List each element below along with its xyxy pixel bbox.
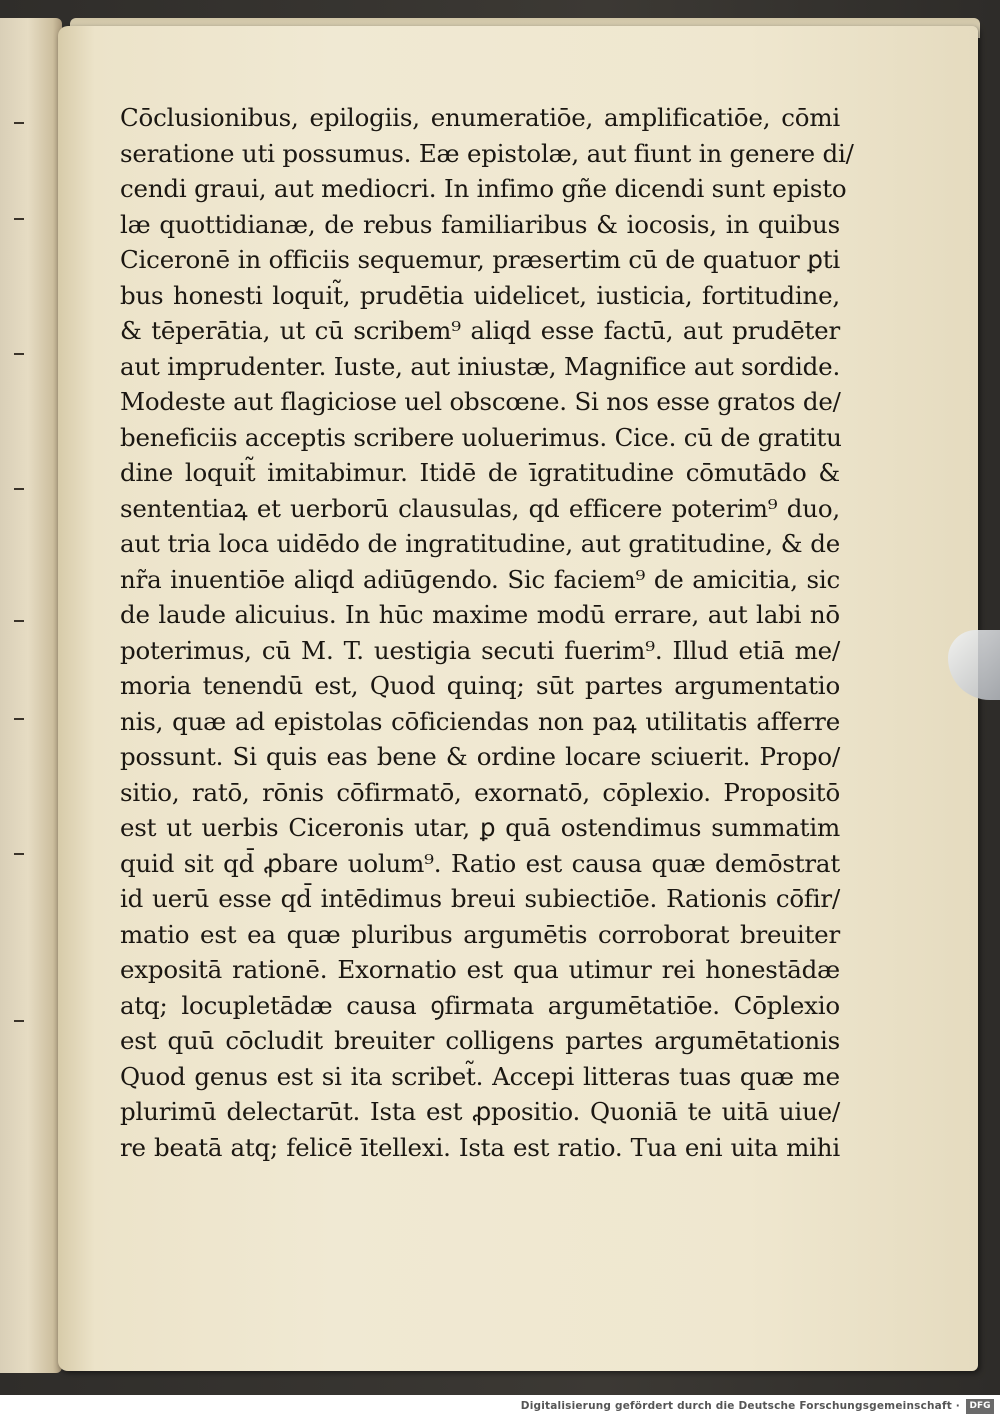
text-line: possunt. Si quis eas bene & ordine locare sciuerit. Propo/: [120, 742, 840, 771]
text-line: Ciceronē in officiis sequemur, præsertim cū de quatuor ꝑti: [120, 245, 840, 274]
edge-mark: [14, 853, 24, 855]
text-line: dine loquit̃ imitabimur. Itidē de īgratitudine cōmutādo &: [120, 458, 840, 487]
edge-mark: [14, 122, 24, 124]
funding-credit: Digitalisierung gefördert durch die Deutsche Forschungsgemeinschaft ·: [520, 1400, 960, 1412]
text-line: & tēperātia, ut cū scribem⁹ aliqd esse factū, aut prudēter: [120, 316, 840, 345]
text-line: quid sit qd̄ ꝓbare uolum⁹. Ratio est causa quæ demōstrat: [120, 848, 840, 878]
text-line: cendi graui, aut mediocri. In infimo gñe dicendi sunt episto: [120, 174, 847, 203]
edge-mark: [14, 620, 24, 622]
edge-mark: [14, 218, 24, 220]
text-line: id uerū esse qd̄ intēdimus breui subiectiōe. Rationis cōfir/: [120, 884, 840, 913]
text-line: sitio, ratō, rōnis cōfirmatō, exornatō, cōplexio. Propositō: [120, 777, 840, 807]
text-line: re beatā atq; felicē ītellexi. Ista est ratio. Tua eni uita mihi: [120, 1132, 840, 1162]
text-line: expositā rationē. Exornatio est qua utimur rei honestādæ: [120, 955, 840, 984]
edge-mark: [14, 1020, 24, 1022]
dfg-logo: DFG: [966, 1399, 994, 1414]
text-line: plurimū delectarūt. Ista est ꝓpositio. Quoniā te uitā uiue/: [120, 1097, 840, 1126]
text-line: atq; locupletādæ causa ꝯfirmata argumētatiōe. Cōplexio: [120, 990, 840, 1020]
text-line: moria tenendū est, Quod quinq; sūt partes argumentatio: [120, 671, 840, 700]
edge-mark: [14, 718, 24, 720]
edge-mark: [14, 488, 24, 490]
text-line: aut imprudenter. Iuste, aut iniustæ, Magnifice aut sordide.: [120, 351, 841, 381]
text-line: est ut uerbis Ciceronis utar, ꝑ quā ostendimus summatim: [120, 813, 840, 842]
text-line: seratione uti possumus. Eæ epistolæ, aut fiunt in genere di/: [120, 138, 854, 168]
text-line: matio est ea quæ pluribus argumētis corroborat breuiter: [120, 919, 840, 949]
text-line: Modeste aut flagiciose uel obscœne. Si nos esse gratos de/: [120, 387, 841, 416]
text-line: Cōclusionibus, epilogiis, enumeratiōe, amplificatiōe, cōmi: [120, 103, 840, 132]
edge-mark: [14, 353, 24, 355]
text-line: Quod genus est si ita scribet̃. Accepi litteras tuas quæ me: [120, 1061, 840, 1091]
text-line: bus honesti loquit̃, prudētia uidelicet, iusticia, fortitudine,: [120, 280, 840, 310]
left-page-edge: [0, 18, 62, 1373]
text-line: est quū cōcludit breuiter colligens partes argumētationis: [120, 1026, 840, 1055]
text-line: nis, quæ ad epistolas cōficiendas non paꝝ utilitatis afferre: [120, 706, 840, 736]
text-line: læ quottidianæ, de rebus familiaribus & iocosis, in quibus: [120, 209, 840, 239]
text-line: beneficiis acceptis scribere uoluerimus. Cice. cū de gratitu: [120, 422, 842, 452]
text-line: nr̃a inuentiōe aliqd adiūgendo. Sic faciem⁹ de amicitia, sic: [120, 564, 840, 594]
page-text-block: [120, 100, 854, 1165]
text-line: aut tria loca uidēdo de ingratitudine, aut gratitudine, & de: [120, 529, 840, 558]
text-line: de laude alicuius. In hūc maxime modū errare, aut labi nō: [120, 600, 840, 629]
text-line: sententiaꝝ et uerborū clausulas, qd efficere poterim⁹ duo,: [120, 493, 840, 523]
text-line: poterimus, cū M. T. uestigia secuti fuerim⁹. Illud etiā me/: [120, 635, 840, 665]
